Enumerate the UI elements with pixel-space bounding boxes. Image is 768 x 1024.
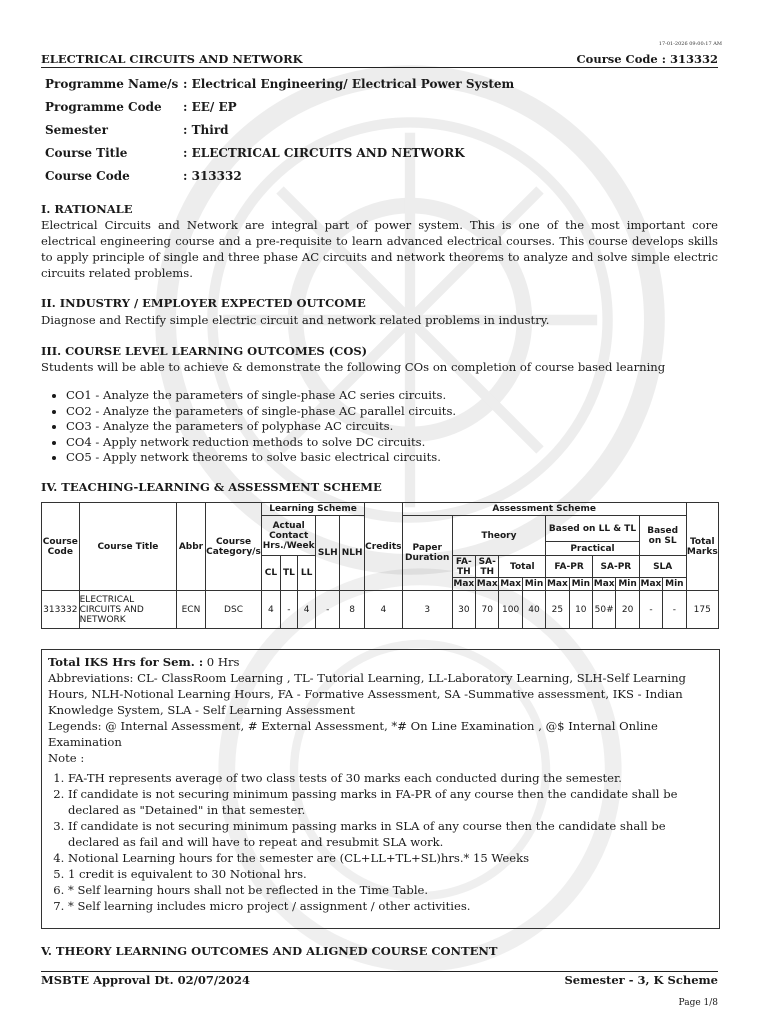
th-max: Max — [476, 579, 498, 589]
page-number: Page 1/8 — [678, 998, 718, 1008]
section-cos-heading: III. COURSE LEVEL LEARNING OUTCOMES (COS) — [41, 344, 368, 358]
list-item: 3. If candidate is not securing minimum passing marks in SLA of any course then the candidate shall be declared as fail and will have to repeat and resubmit SLA work. — [68, 818, 713, 850]
cell-total-max: 100 — [499, 591, 522, 629]
rationale-text: Electrical Circuits and Network are integral part of power system. This is one of the most important core electrical engineering course and a pre-requisite to learn advanced electrical courses. This course develops skills to apply principle of single and three phase AC circuits and network theorems to analyze and solve simple electric circuits related problems. — [41, 218, 718, 280]
list-item: • CO3 - Analyze the parameters of polyphase AC circuits. — [66, 419, 456, 435]
note-label: Note : — [48, 751, 85, 765]
list-item: 1. FA-TH represents average of two class tests of 30 marks each conducted during the semester. — [68, 770, 713, 786]
th-tl: TL — [280, 556, 298, 591]
cell-ll: 4 — [298, 591, 316, 629]
cell-code: 313332 — [42, 591, 80, 629]
list-item: 4. Notional Learning hours for the semester are (CL+LL+TL+SL)hrs.* 15 Weeks — [68, 850, 713, 866]
th-sla: SLA — [639, 556, 686, 578]
th-paper-duration: Paper Duration — [402, 516, 452, 591]
th-category: Course Category/s — [205, 503, 262, 591]
info-row: Course Title : ELECTRICAL CIRCUITS AND NETWORK — [45, 145, 465, 160]
th-nlh: NLH — [340, 516, 364, 591]
cell-paper: 3 — [402, 591, 452, 629]
th-total: Total — [499, 556, 546, 578]
info-row: Programme Code : EE/ EP — [45, 99, 237, 114]
th-ll: LL — [298, 556, 316, 591]
abbreviations-text: Abbreviations: CL- ClassRoom Learning , TL- Tutorial Learning, LL-Laboratory Learning, SLH-Self Learning Hours, NLH-Notional Learning Hours, FA - Formative Assessment, SA -Summative assessment, IKS - Indian Knowledge System, SLA - Self Learning Assessment — [48, 671, 686, 717]
th-max: Max — [453, 579, 475, 589]
list-item: 5. 1 credit is equivalent to 30 Notional hrs. — [68, 866, 713, 882]
scheme-table — [41, 502, 719, 629]
th-assessment-scheme: Assessment Scheme — [402, 503, 686, 516]
course-info-block — [45, 72, 514, 187]
list-item: 6. * Self learning hours shall not be reflected in the Time Table. — [68, 882, 713, 898]
th-based-sl: Based on SL — [639, 516, 686, 556]
cos-intro-text: Students will be able to achieve & demonstrate the following COs on completion of course based learning — [41, 360, 666, 374]
notes-list — [48, 770, 713, 914]
list-item: • CO1 - Analyze the parameters of single-phase AC series circuits. — [66, 388, 456, 404]
cell-title: ELECTRICAL CIRCUITS AND NETWORK — [79, 591, 177, 629]
cell-nlh: 8 — [340, 591, 364, 629]
th-theory: Theory — [452, 516, 546, 556]
cell-fa-pr-min: 10 — [569, 591, 592, 629]
th-actual-contact: Actual Contact Hrs./Week — [262, 516, 316, 556]
cell-cl: 4 — [262, 591, 280, 629]
iks-label: Total IKS Hrs for Sem. : — [48, 655, 204, 669]
co-list — [50, 388, 456, 466]
th-course-code: Course Code — [42, 503, 80, 591]
table-row — [42, 591, 719, 629]
page-header — [41, 52, 718, 68]
th-max: Max — [546, 579, 568, 589]
cell-total-min: 40 — [522, 591, 545, 629]
th-max: Max — [593, 579, 615, 589]
cell-slh: - — [316, 591, 340, 629]
section-rationale-heading: I. RATIONALE — [41, 202, 133, 216]
th-course-title: Course Title — [79, 503, 177, 591]
info-row: Course Code : 313332 — [45, 168, 242, 183]
list-item: 2. If candidate is not securing minimum passing marks in FA-PR of any course then the candidate shall be declared as "Detained" in that semester. — [68, 786, 713, 818]
th-min: Min — [522, 578, 545, 591]
section-scheme-heading: IV. TEACHING-LEARNING & ASSESSMENT SCHEME — [41, 480, 382, 494]
cell-total-marks: 175 — [686, 591, 718, 629]
cell-sla-min: - — [663, 591, 686, 629]
list-item: • CO4 - Apply network reduction methods to solve DC circuits. — [66, 435, 456, 451]
header-course-name: ELECTRICAL CIRCUITS AND NETWORK — [41, 52, 303, 66]
list-item: • CO2 - Analyze the parameters of single-phase AC parallel circuits. — [66, 404, 456, 420]
th-min: Min — [616, 578, 639, 591]
th-practical: Practical — [546, 542, 640, 556]
th-cl: CL — [262, 556, 280, 591]
cell-fa-pr-max: 25 — [546, 591, 569, 629]
th-max: Max — [500, 579, 522, 589]
th-abbr: Abbr — [177, 503, 205, 591]
cell-sa-pr-max: 50# — [592, 591, 615, 629]
cell-sa-pr-min: 20 — [616, 591, 639, 629]
th-total-marks: Total Marks — [686, 503, 718, 591]
cell-category: DSC — [205, 591, 262, 629]
list-item: 7. * Self learning includes micro project / assignment / other activities. — [68, 898, 713, 914]
list-item: • CO5 - Apply network theorems to solve basic electrical circuits. — [66, 450, 456, 466]
section-outcome-heading: II. INDUSTRY / EMPLOYER EXPECTED OUTCOME — [41, 296, 366, 310]
notes-box — [41, 649, 720, 929]
cell-fa-th-max: 30 — [452, 591, 475, 629]
cell-abbr: ECN — [177, 591, 205, 629]
legends-text: Legends: @ Internal Assessment, # External Assessment, *# On Line Examination , @$ Internal Online Examination — [48, 719, 658, 749]
section-theory-heading: V. THEORY LEARNING OUTCOMES AND ALIGNED COURSE CONTENT — [41, 944, 498, 958]
outcome-text: Diagnose and Rectify simple electric circuit and network related problems in industry. — [41, 313, 550, 327]
th-fa-th: FA-TH — [452, 556, 475, 578]
iks-value: 0 Hrs — [203, 655, 240, 669]
cell-tl: - — [280, 591, 298, 629]
th-fa-pr: FA-PR — [546, 556, 593, 578]
th-min: Min — [569, 578, 592, 591]
page-footer — [41, 971, 718, 987]
print-timestamp: 17-01-2026 09:00:17 AM — [658, 41, 722, 47]
th-learning-scheme: Learning Scheme — [262, 503, 365, 516]
footer-semester: Semester - 3, K Scheme — [564, 973, 718, 987]
th-sa-th: SA-TH — [476, 556, 499, 578]
header-course-code: Course Code : 313332 — [576, 52, 718, 66]
th-max: Max — [640, 579, 662, 589]
cell-credits: 4 — [364, 591, 402, 629]
th-slh: SLH — [316, 516, 340, 591]
th-min: Min — [663, 578, 686, 591]
th-credits: Credits — [364, 503, 402, 591]
footer-approval: MSBTE Approval Dt. 02/07/2024 — [41, 973, 251, 987]
info-row: Semester : Third — [45, 122, 229, 137]
cell-sla-max: - — [639, 591, 662, 629]
cell-sa-th-max: 70 — [476, 591, 499, 629]
info-row: Programme Name/s : Electrical Engineering/ Electrical Power System — [45, 76, 515, 91]
iks-line — [48, 654, 713, 670]
th-based-ll-tl: Based on LL & TL — [546, 516, 640, 542]
th-sa-pr: SA-PR — [592, 556, 639, 578]
